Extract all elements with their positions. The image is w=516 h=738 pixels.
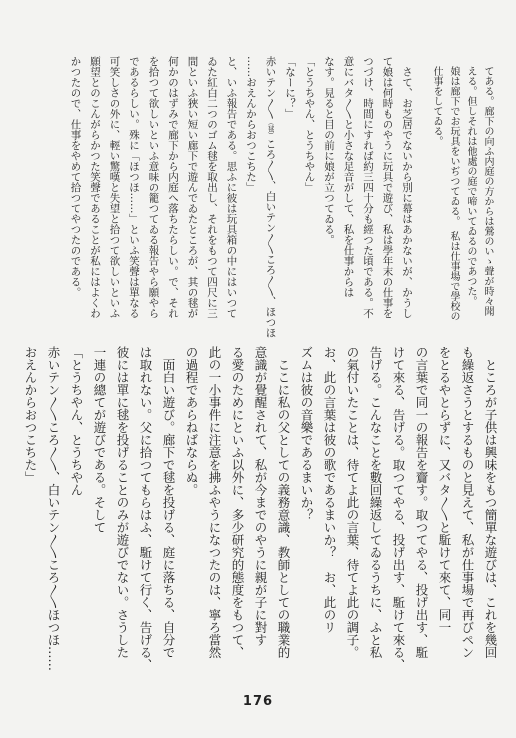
text-run: ころ〳〵、白いテン〳〵ころ〳〵、ほつほ [264, 138, 277, 338]
text-column: 「とうちやん、とうちやん [69, 346, 84, 496]
text-column: も繰返さうとするものと見えて、私が仕事場で再びペン [460, 346, 475, 659]
text-column: けて來る、告げる。取つてやる、投げ出す、駈けて來る、 [391, 346, 406, 671]
text-column: ……おえんからおつこちた」 [245, 56, 257, 193]
text-column [260, 56, 280, 341]
upper-text-block [65, 56, 496, 341]
text-column: て娘は何時ものやうに玩具で遊び、私は學年末の仕事を [381, 56, 394, 319]
text-column: 一連の總てが遊びである。そして [92, 346, 107, 534]
lower-text-block [19, 346, 502, 676]
text-column: 何かのはずみで廊下から内庭へ落ちたらしい。で、それ [167, 56, 179, 319]
text-column: てある。廊下の向ふ内庭の方からは鶯のいゝ聲が時々聞 [482, 66, 493, 316]
text-column: つづけ、時間にすれば約三四十分も經つた頃である。不 [362, 56, 374, 319]
text-column: ズムは彼の音樂であるまいか？ [299, 346, 314, 521]
page-number: 176 [242, 694, 274, 709]
text-column: 告げる。こんなことを數回繰返してゐるうちに、ふと私 [368, 346, 383, 659]
text-column: なす。見ると目の前に娘が立つてゐる。 [323, 56, 335, 245]
text-column: 意にバタ〳〵と小さな足音がして、私を仕事からは [342, 56, 355, 298]
text-run: 赤いテン〳〵 [264, 56, 277, 119]
text-column: の過程であらねばならぬ。 [184, 346, 199, 496]
text-column: 彼には單に毬を投げることのみが遊びでない。さうした [115, 346, 130, 659]
text-column: と、いふ報告である。思ふに彼は玩具箱の中にはいつて [225, 56, 238, 319]
text-column: の氣付いたことは、待てよ此の言葉、待てよ此の調子。 [345, 346, 360, 659]
text-column: ゐた紅白二つのゴム毬を取出し、それをもつて四尺に三 [206, 56, 218, 319]
text-column: 娘は廊下でお玩具をいぢつてゐる。 私は仕事場で學校の [448, 66, 459, 321]
text-column: 意識が覺醒されて、私が今までのやうに親が子に對す [253, 346, 268, 646]
text-column: は取れない。父に拾つてもらはふ、駈けて行く、告げる、 [138, 346, 153, 671]
column-spacer [416, 56, 428, 341]
text-column: お、此の言葉は彼の歌であるまいか？ お、此のリ [322, 346, 337, 634]
text-column: える。但しそれは他處の庭で啼いてゐるのであつた。 [465, 66, 476, 306]
text-column: る愛のためにといふ以外に、多少研究的態度をもつて、 [230, 346, 245, 659]
text-column: 願望とのこんがらかつた笑聲であることが私にはよくわ [89, 56, 101, 319]
text-column: 「なーに？」 [284, 56, 296, 119]
text-column: 可笑しさの外に、輕い驚嘆と失望と拾つて欲しいといふ [108, 56, 121, 319]
text-column: 間といふ狹い短い廊下で遊んでゐたところが、其の毬が [186, 56, 199, 319]
text-column: 赤いテン〳〵ころ〳〵、白いテン〳〵ころ〳〵ほつほ…… [46, 346, 61, 671]
text-column: さて、お芝居でないから別に幕はあかないが、かうし [401, 56, 413, 319]
text-column: 仕事をしてゐる。 [431, 66, 442, 146]
annotation-note: （毬） [266, 119, 275, 139]
text-column: おえんからおつこちた」 [23, 346, 38, 484]
text-column: ここに私の父としての義務意識、教師としての職業的 [276, 346, 291, 659]
text-column: の言葉で同一の報告を齎す。取つてやる、投げ出す、駈 [414, 346, 429, 659]
text-column: 此の一小事件に注意を拂ふやうになつたのは、寧ろ當然 [207, 346, 222, 659]
text-column: をとるやとらずに、又バタ〳〵と駈けて來て、同一 [437, 346, 452, 634]
text-column: かつたので、仕事をやめて拾つてやつたのである。 [69, 56, 82, 298]
text-column: 面白い遊び。廊下で毬を投げる、庭に落ちる、自分で [161, 346, 176, 659]
text-column: 「とうちやん、とうちやん」 [303, 56, 316, 193]
text-column: ところが子供は興味をもつ簡單な遊びは、これを幾回 [483, 346, 498, 659]
text-column: であるらしい。殊に「ほつほ……」といふ笑聲は單なる [128, 56, 140, 319]
text-column: を拾つて欲しいといふ意味の籠つてゐる報告やら願やら [147, 56, 160, 319]
